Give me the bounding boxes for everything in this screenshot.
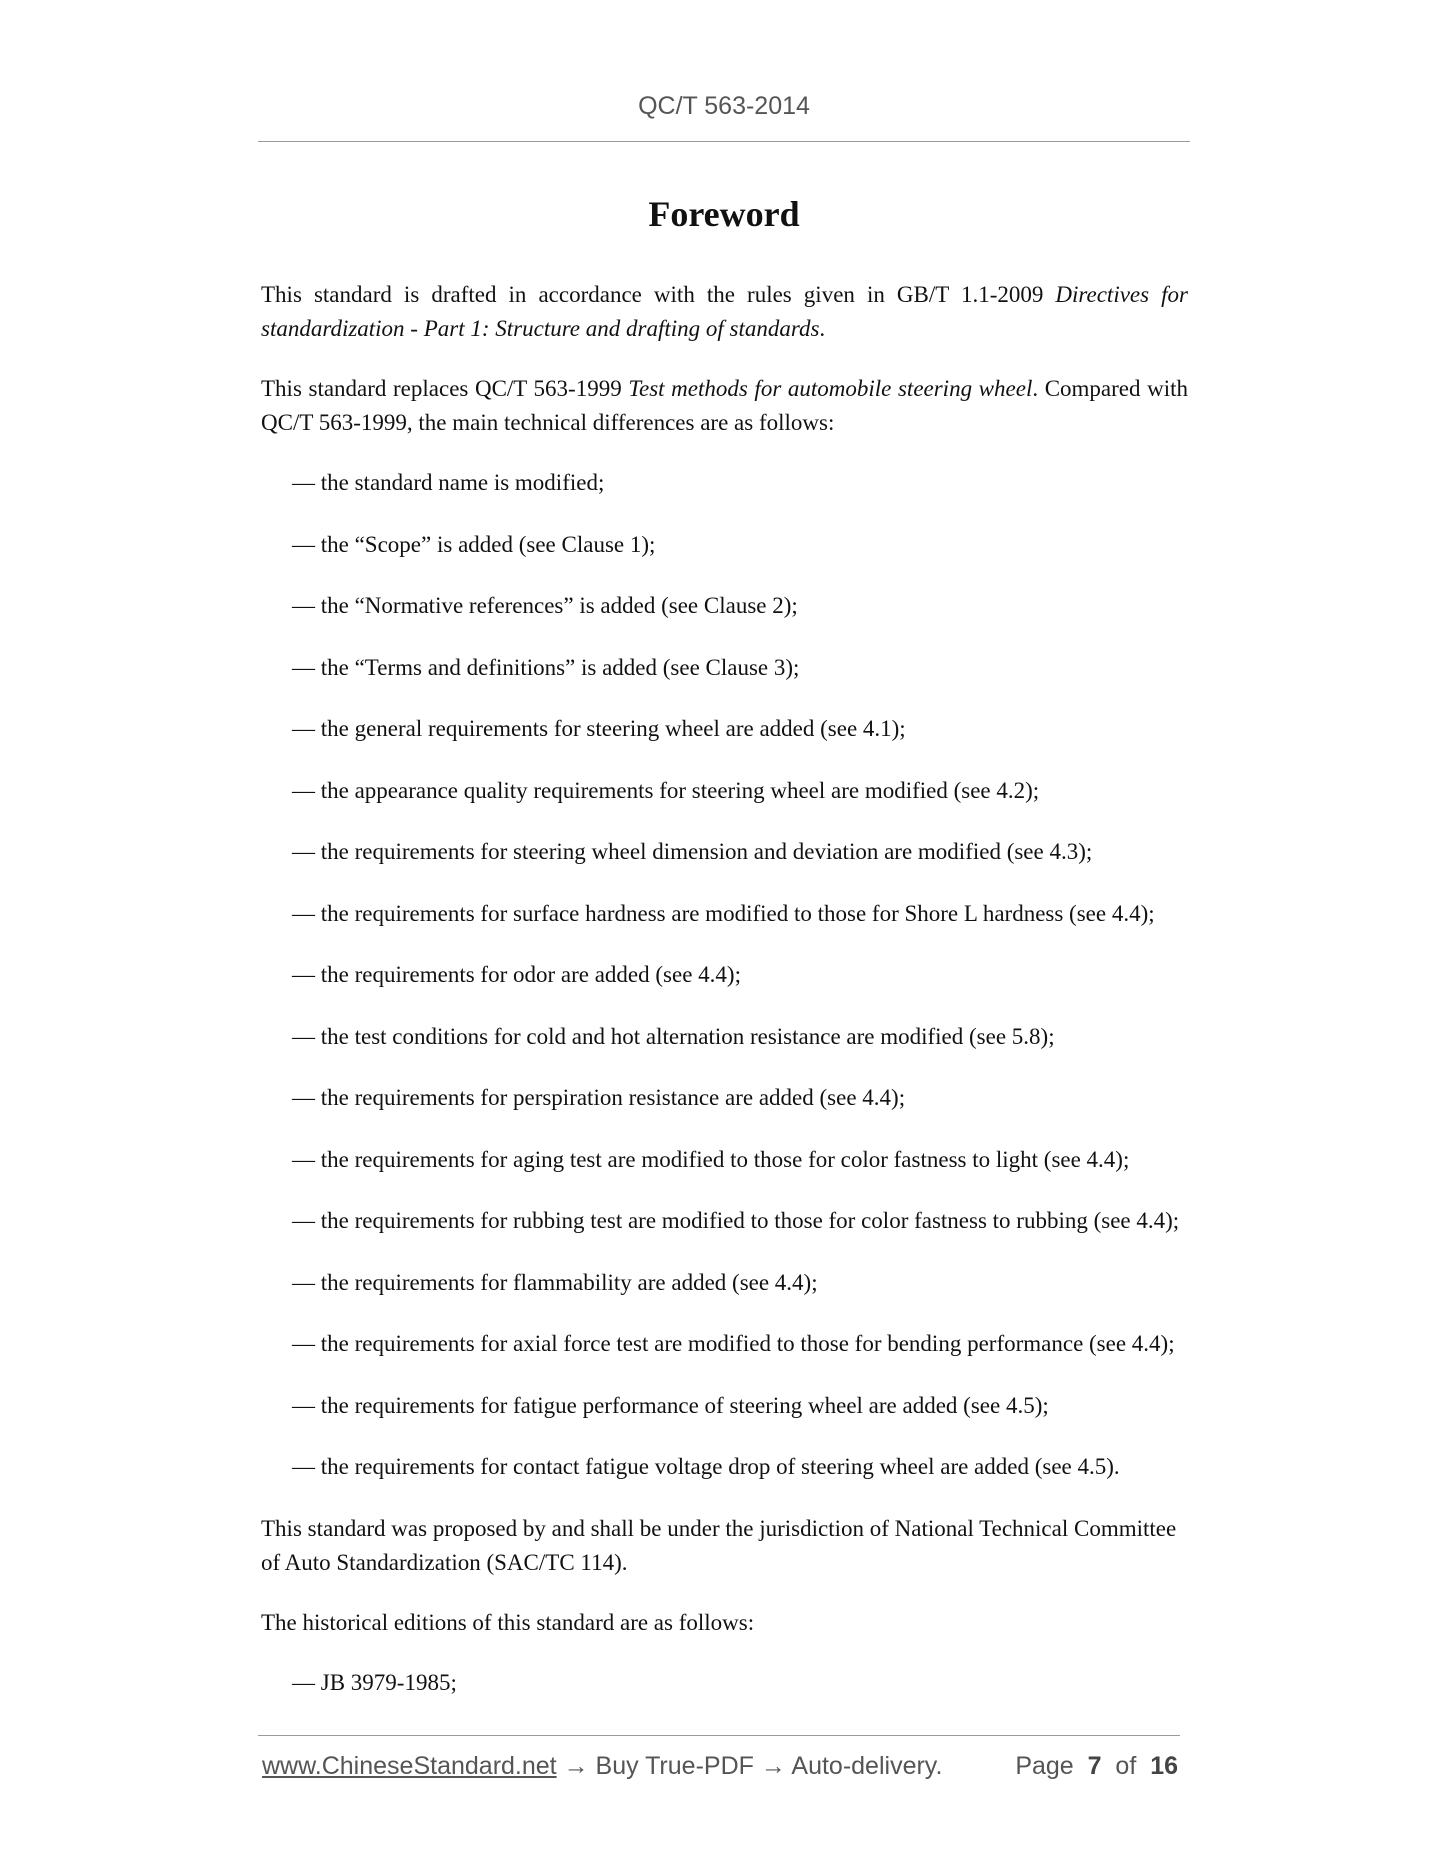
page-of: of <box>1115 1752 1137 1780</box>
footer-divider <box>258 1735 1180 1736</box>
list-item: — the requirements for fatigue performance of steering wheel are added (see 4.5); <box>292 1392 1049 1418</box>
list-item: — the “Terms and definitions” is added (see Clause 3); <box>292 654 800 680</box>
page-label: Page <box>1015 1752 1074 1780</box>
history-list <box>261 1666 1188 1700</box>
list-item: — the requirements for surface hardness are modified to those for Shore L hardness (see 4.4); <box>292 900 1155 926</box>
website-link[interactable]: www.ChineseStandard.net <box>262 1752 557 1780</box>
history-intro: The historical editions of this standard are as follows: <box>261 1609 755 1635</box>
list-item: — the “Normative references” is added (see Clause 2); <box>292 593 798 618</box>
drafting-paragraph: This standard is drafted in accordance with the rules given in GB/T 1.1-2009 Directives for standardization - Part 1: Structure and drafting of standards. <box>261 282 1188 341</box>
promo-text: → Buy True-PDF → Auto-delivery. <box>556 1752 943 1780</box>
page-total: 16 <box>1150 1752 1178 1780</box>
header-divider <box>258 141 1190 142</box>
list-item: — the test conditions for cold and hot alternation resistance are modified (see 5.8); <box>292 1023 1055 1049</box>
list-item: — the requirements for rubbing test are modified to those for color fastness to rubbing (see 4.4); <box>292 1208 1180 1233</box>
list-item: — the requirements for flammability are added (see 4.4); <box>292 1269 818 1295</box>
replaces-paragraph: This standard replaces QC/T 563-1999 Test methods for automobile steering wheel. Compared with QC/T 563-1999, the main technical differences are as follows: <box>261 376 1189 435</box>
footer-promo <box>262 1752 942 1781</box>
proposed-by-paragraph: This standard was proposed by and shall be under the jurisdiction of National Technical Committee of Auto Standardization (SAC/TC 114). <box>261 1515 1177 1575</box>
list-item: — the requirements for contact fatigue voltage drop of steering wheel are added (see 4.5). <box>292 1454 1120 1479</box>
list-item: — the requirements for steering wheel dimension and deviation are modified (see 4.3); <box>292 839 1093 864</box>
list-item: — the requirements for axial force test are modified to those for bending performance (see 4.4); <box>292 1331 1175 1356</box>
running-header: QC/T 563-2014 <box>638 92 810 120</box>
document-body <box>261 278 1188 1727</box>
page-footer <box>262 1752 1182 1788</box>
list-item: — the standard name is modified; <box>292 470 605 495</box>
page-indicator <box>1015 1752 1178 1781</box>
list-item: — JB 3979-1985; <box>292 1669 457 1695</box>
page-title: Foreword <box>648 194 800 234</box>
list-item: — the general requirements for steering wheel are added (see 4.1); <box>292 716 906 741</box>
list-item: — the appearance quality requirements for steering wheel are modified (see 4.2); <box>292 777 1040 803</box>
list-item: — the “Scope” is added (see Clause 1); <box>292 531 656 557</box>
page-current: 7 <box>1087 1752 1102 1780</box>
list-item: — the requirements for odor are added (see 4.4); <box>292 962 741 987</box>
list-item: — the requirements for aging test are modified to those for color fastness to light (see 4.4); <box>292 1146 1130 1172</box>
differences-list <box>261 466 1188 1484</box>
list-item: — the requirements for perspiration resistance are added (see 4.4); <box>292 1085 906 1110</box>
